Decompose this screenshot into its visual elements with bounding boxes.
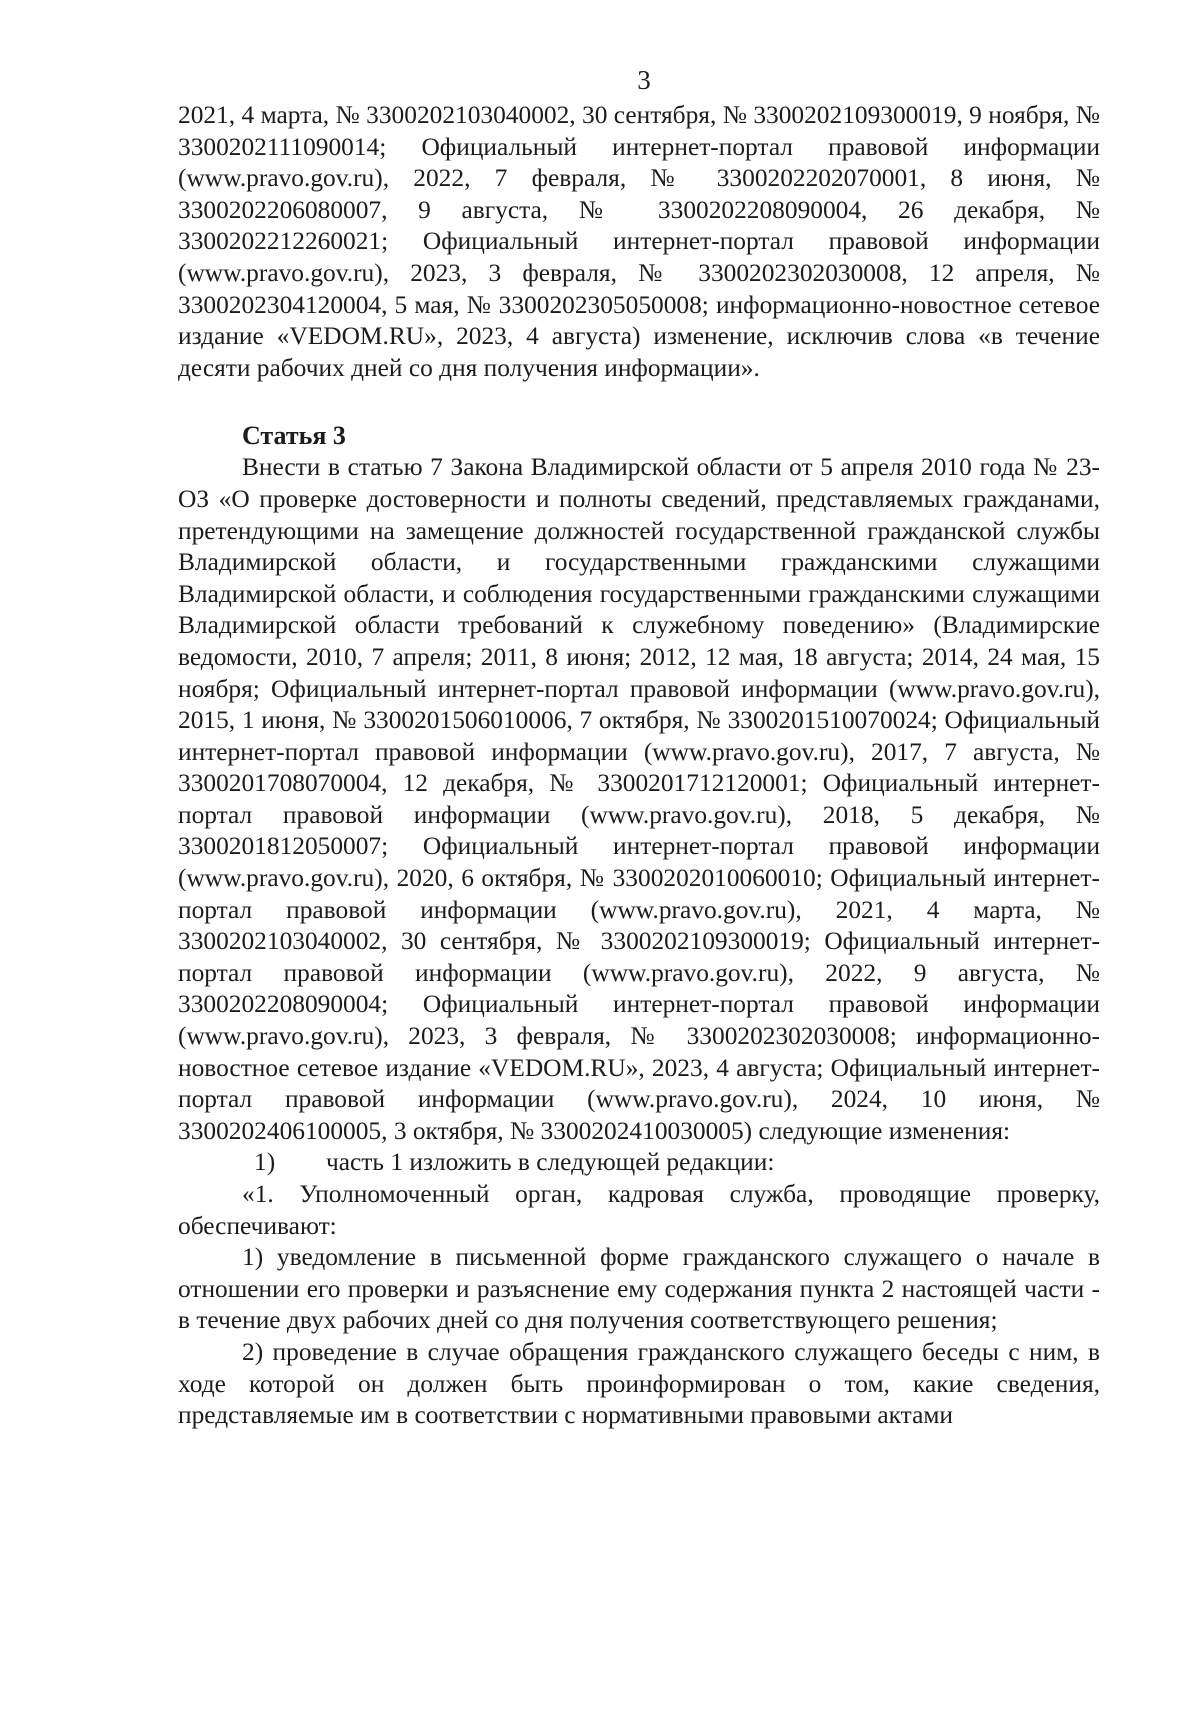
quote-intro: «1. Уполномоченный орган, кадровая служба, проводящие проверку, обеспечивают: (178, 1180, 1100, 1240)
page-number: 3 (637, 65, 651, 95)
paragraph-continued: 2021, 4 марта, № 3300202103040002, 30 сентября, № 3300202109300019, 9 ноября, № 3300202111090014; Официальный интернет-портал правовой информации (www.pravo.gov.ru), 2022, 7 февраля, № 3300202202070001, 8 июня, № 3300202206080007, 9 августа, № 3300202208090004, 26 декабря, № 3300202212260021; Официальный интернет-портал правовой информации (www.pravo.gov.ru), 2023, 3 февраля, № 3300202302030008, 12 апреля, № 3300202304120004, 5 мая, № 3300202305050008; информационно-новостное сетевое издание «VEDOM.RU», 2023, 4 августа) изменение, исключив слова «в течение десяти рабочих дней со дня получения информации». (178, 101, 1100, 382)
list-item-1-number: 1) (254, 1148, 276, 1177)
list-item-1 (178, 1147, 1100, 1179)
article-body: Внести в статью 7 Закона Владимирской области от 5 апреля 2010 года № 23-ОЗ «О проверке достоверности и полноты сведений, представляемых гражданами, претендующими на замещение должностей государственной гражданской службы Владимирской области, и государственными гражданскими служащими Владимирской области, и соблюдения государственными гражданскими служащими Владимирской области требований к служебному поведению» (Владимирские ведомости, 2010, 7 апреля; 2011, 8 июня; 2012, 12 мая, 18 августа; 2014, 24 мая, 15 ноября; Официальный интернет-портал правовой информации (www.pravo.gov.ru), 2015, 1 июня, № 3300201506010006, 7 октября, № 3300201510070024; Официальный интернет-портал правовой информации (www.pravo.gov.ru), 2017, 7 августа, № 3300201708070004, 12 декабря, № 3300201712120001; Официальный интернет-портал правовой информации (www.pravo.gov.ru), 2018, 5 декабря, № 3300201812050007; Официальный интернет-портал правовой информации (www.pravo.gov.ru), 2020, 6 октября, № 3300202010060010; Официальный интернет-портал правовой информации (www.pravo.gov.ru), 2021, 4 марта, № 3300202103040002, 30 сентября, № 3300202109300019; Официальный интернет-портал правовой информации (www.pravo.gov.ru), 2022, 9 августа, № 3300202208090004; Официальный интернет-портал правовой информации (www.pravo.gov.ru), 2023, 3 февраля, № 3300202302030008; информационно-новостное сетевое издание «VEDOM.RU», 2023, 4 августа; Официальный интернет-портал правовой информации (www.pravo.gov.ru), 2024, 10 июня, № 3300202406100005, 3 октября, № 3300202410030005) следующие изменения: (178, 453, 1100, 1145)
list-item-1-text: часть 1 изложить в следующей редакции: (326, 1148, 775, 1177)
article-heading: Статья 3 (242, 421, 346, 451)
sub-item-2: 2) проведение в случае обращения гражданского служащего беседы с ним, в ходе которой он должен быть проинформирован о том, какие сведения, представляемые им в соответствии с нормативными правовыми актами (178, 1337, 1100, 1430)
sub-item-1: 1) уведомление в письменной форме гражданского служащего о начале в отношении его проверки и разъяснение ему содержания пункта 2 настоящей части - в течение двух рабочих дней со дня получения соответствующего решения; (178, 1243, 1100, 1335)
